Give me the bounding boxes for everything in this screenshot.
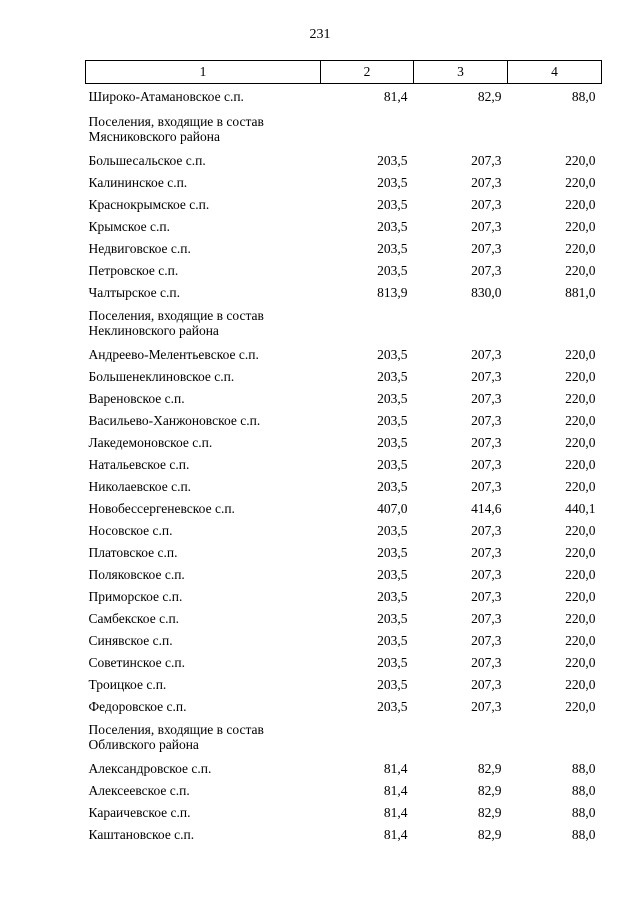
settlement-name: Лакедемоновское с.п. bbox=[88, 435, 213, 450]
table-row bbox=[86, 454, 602, 476]
settlement-name: Синявское с.п. bbox=[88, 633, 173, 648]
settlement-name: Николаевское с.п. bbox=[88, 479, 192, 494]
value-col-2: 203,5 bbox=[377, 197, 408, 212]
value-col-2: 203,5 bbox=[377, 219, 408, 234]
table-row bbox=[86, 410, 602, 432]
value-col-3: 207,3 bbox=[471, 677, 502, 692]
value-col-3: 207,3 bbox=[471, 589, 502, 604]
settlement-name: Каштановское с.п. bbox=[88, 827, 195, 842]
district-heading bbox=[86, 110, 602, 150]
value-col-4: 88,0 bbox=[571, 89, 596, 104]
header-row bbox=[86, 61, 602, 84]
settlement-name: Большенеклиновское с.п. bbox=[88, 369, 235, 384]
value-col-2: 203,5 bbox=[377, 545, 408, 560]
column-header-1: 1 bbox=[86, 61, 321, 84]
value-col-3: 207,3 bbox=[471, 263, 502, 278]
value-col-2: 203,5 bbox=[377, 391, 408, 406]
table-row bbox=[86, 608, 602, 630]
settlement-name: Натальевское с.п. bbox=[88, 457, 190, 472]
settlement-name: Васильево-Ханжоновское с.п. bbox=[88, 413, 261, 428]
table-row bbox=[86, 260, 602, 282]
value-col-3: 82,9 bbox=[477, 783, 502, 798]
value-col-4: 220,0 bbox=[565, 479, 596, 494]
value-col-2: 203,5 bbox=[377, 567, 408, 582]
value-col-3: 207,3 bbox=[471, 241, 502, 256]
district-heading-line: Неклиновского района bbox=[88, 323, 219, 338]
value-col-3: 207,3 bbox=[471, 347, 502, 362]
settlement-name: Калининское с.п. bbox=[88, 175, 188, 190]
value-col-4: 220,0 bbox=[565, 175, 596, 190]
settlement-name: Носовское с.п. bbox=[88, 523, 173, 538]
value-col-3: 82,9 bbox=[477, 827, 502, 842]
table-row bbox=[86, 498, 602, 520]
settlement-name: Караичевское с.п. bbox=[88, 805, 191, 820]
district-heading-line: Поселения, входящие в состав bbox=[88, 114, 264, 129]
value-col-3: 82,9 bbox=[477, 805, 502, 820]
value-col-2: 203,5 bbox=[377, 633, 408, 648]
value-col-3: 207,3 bbox=[471, 611, 502, 626]
value-col-2: 203,5 bbox=[377, 413, 408, 428]
settlement-name: Поляковское с.п. bbox=[88, 567, 185, 582]
district-heading-line: Мясниковского района bbox=[88, 129, 220, 144]
settlement-name: Александровское с.п. bbox=[88, 761, 212, 776]
value-col-3: 207,3 bbox=[471, 479, 502, 494]
settlements-table bbox=[85, 60, 602, 846]
table-row bbox=[86, 652, 602, 674]
value-col-3: 82,9 bbox=[477, 89, 502, 104]
value-col-3: 207,3 bbox=[471, 435, 502, 450]
value-col-2: 203,5 bbox=[377, 589, 408, 604]
settlement-name: Крымское с.п. bbox=[88, 219, 170, 234]
value-col-4: 220,0 bbox=[565, 219, 596, 234]
table-row bbox=[86, 824, 602, 846]
value-col-2: 813,9 bbox=[377, 285, 408, 300]
value-col-4: 440,1 bbox=[565, 501, 596, 516]
settlement-name: Федоровское с.п. bbox=[88, 699, 187, 714]
value-col-3: 207,3 bbox=[471, 175, 502, 190]
value-col-4: 220,0 bbox=[565, 567, 596, 582]
settlement-name: Вареновское с.п. bbox=[88, 391, 185, 406]
value-col-3: 207,3 bbox=[471, 633, 502, 648]
table-row bbox=[86, 194, 602, 216]
value-col-2: 81,4 bbox=[383, 89, 408, 104]
value-col-2: 203,5 bbox=[377, 479, 408, 494]
value-col-4: 220,0 bbox=[565, 457, 596, 472]
table-row bbox=[86, 150, 602, 172]
table-row bbox=[86, 344, 602, 366]
page-number: 231 bbox=[309, 27, 331, 42]
settlement-name: Советинское с.п. bbox=[88, 655, 186, 670]
district-heading-line: Обливского района bbox=[88, 737, 199, 752]
settlement-name: Платовское с.п. bbox=[88, 545, 178, 560]
value-col-4: 220,0 bbox=[565, 153, 596, 168]
value-col-2: 203,5 bbox=[377, 153, 408, 168]
district-heading-row bbox=[86, 718, 602, 758]
value-col-2: 203,5 bbox=[377, 263, 408, 278]
value-col-3: 414,6 bbox=[471, 501, 502, 516]
value-col-2: 203,5 bbox=[377, 611, 408, 626]
value-col-4: 881,0 bbox=[565, 285, 596, 300]
value-col-4: 220,0 bbox=[565, 347, 596, 362]
table-row bbox=[86, 758, 602, 780]
value-col-4: 220,0 bbox=[565, 413, 596, 428]
value-col-2: 81,4 bbox=[383, 783, 408, 798]
value-col-2: 203,5 bbox=[377, 677, 408, 692]
value-col-3: 207,3 bbox=[471, 545, 502, 560]
settlement-name: Недвиговское с.п. bbox=[88, 241, 191, 256]
settlement-name: Петровское с.п. bbox=[88, 263, 179, 278]
value-col-3: 82,9 bbox=[477, 761, 502, 776]
table-row bbox=[86, 216, 602, 238]
value-col-2: 203,5 bbox=[377, 175, 408, 190]
value-col-2: 81,4 bbox=[383, 805, 408, 820]
value-col-4: 220,0 bbox=[565, 589, 596, 604]
district-heading-row bbox=[86, 304, 602, 344]
value-col-4: 220,0 bbox=[565, 435, 596, 450]
value-col-4: 88,0 bbox=[571, 805, 596, 820]
value-col-2: 203,5 bbox=[377, 241, 408, 256]
settlement-name: Широко-Атамановское с.п. bbox=[88, 89, 244, 104]
value-col-2: 203,5 bbox=[377, 457, 408, 472]
settlement-name: Новобессергеневское с.п. bbox=[88, 501, 235, 516]
value-col-3: 830,0 bbox=[471, 285, 502, 300]
table-body bbox=[86, 84, 602, 847]
value-col-4: 220,0 bbox=[565, 391, 596, 406]
value-col-2: 203,5 bbox=[377, 369, 408, 384]
value-col-3: 207,3 bbox=[471, 655, 502, 670]
value-col-4: 220,0 bbox=[565, 611, 596, 626]
value-col-4: 220,0 bbox=[565, 523, 596, 538]
value-col-4: 220,0 bbox=[565, 699, 596, 714]
value-col-4: 220,0 bbox=[565, 263, 596, 278]
value-col-2: 203,5 bbox=[377, 699, 408, 714]
table-row bbox=[86, 366, 602, 388]
table-row bbox=[86, 542, 602, 564]
table-row bbox=[86, 282, 602, 304]
settlement-name: Краснокрымское с.п. bbox=[88, 197, 210, 212]
value-col-4: 88,0 bbox=[571, 783, 596, 798]
value-col-4: 220,0 bbox=[565, 633, 596, 648]
district-heading-line: Поселения, входящие в состав bbox=[88, 308, 264, 323]
table-row bbox=[86, 802, 602, 824]
district-heading-line: Поселения, входящие в состав bbox=[88, 722, 264, 737]
table-row bbox=[86, 388, 602, 410]
table-row bbox=[86, 238, 602, 260]
value-col-3: 207,3 bbox=[471, 523, 502, 538]
table-row bbox=[86, 432, 602, 454]
value-col-4: 220,0 bbox=[565, 197, 596, 212]
value-col-4: 220,0 bbox=[565, 241, 596, 256]
value-col-4: 220,0 bbox=[565, 545, 596, 560]
value-col-3: 207,3 bbox=[471, 153, 502, 168]
column-header-4: 4 bbox=[508, 61, 602, 84]
value-col-3: 207,3 bbox=[471, 413, 502, 428]
value-col-4: 220,0 bbox=[565, 677, 596, 692]
column-header-3: 3 bbox=[414, 61, 508, 84]
settlement-name: Андреево-Мелентьевское с.п. bbox=[88, 347, 259, 362]
value-col-4: 88,0 bbox=[571, 827, 596, 842]
value-col-3: 207,3 bbox=[471, 197, 502, 212]
value-col-2: 203,5 bbox=[377, 435, 408, 450]
settlement-name: Большесальское с.п. bbox=[88, 153, 206, 168]
value-col-3: 207,3 bbox=[471, 391, 502, 406]
district-heading bbox=[86, 718, 602, 758]
table-row bbox=[86, 172, 602, 194]
table-row bbox=[86, 520, 602, 542]
table-row bbox=[86, 630, 602, 652]
district-heading bbox=[86, 304, 602, 344]
value-col-4: 220,0 bbox=[565, 369, 596, 384]
table-row bbox=[86, 696, 602, 718]
settlement-name: Приморское с.п. bbox=[88, 589, 183, 604]
settlement-name: Алексеевское с.п. bbox=[88, 783, 190, 798]
district-heading-row bbox=[86, 110, 602, 150]
value-col-2: 203,5 bbox=[377, 655, 408, 670]
value-col-3: 207,3 bbox=[471, 369, 502, 384]
table-row bbox=[86, 780, 602, 802]
value-col-3: 207,3 bbox=[471, 699, 502, 714]
value-col-2: 203,5 bbox=[377, 347, 408, 362]
table-row bbox=[86, 674, 602, 696]
value-col-3: 207,3 bbox=[471, 457, 502, 472]
value-col-2: 203,5 bbox=[377, 523, 408, 538]
column-header-2: 2 bbox=[321, 61, 414, 84]
settlement-name: Троицкое с.п. bbox=[88, 677, 167, 692]
value-col-2: 81,4 bbox=[383, 761, 408, 776]
table-row bbox=[86, 564, 602, 586]
value-col-2: 81,4 bbox=[383, 827, 408, 842]
table-row bbox=[86, 476, 602, 498]
settlement-name: Самбекское с.п. bbox=[88, 611, 180, 626]
table-row bbox=[86, 84, 602, 111]
table-row bbox=[86, 586, 602, 608]
value-col-4: 88,0 bbox=[571, 761, 596, 776]
value-col-3: 207,3 bbox=[471, 219, 502, 234]
table-header bbox=[86, 61, 602, 84]
value-col-2: 407,0 bbox=[377, 501, 408, 516]
value-col-4: 220,0 bbox=[565, 655, 596, 670]
settlement-name: Чалтырское с.п. bbox=[88, 285, 180, 300]
value-col-3: 207,3 bbox=[471, 567, 502, 582]
